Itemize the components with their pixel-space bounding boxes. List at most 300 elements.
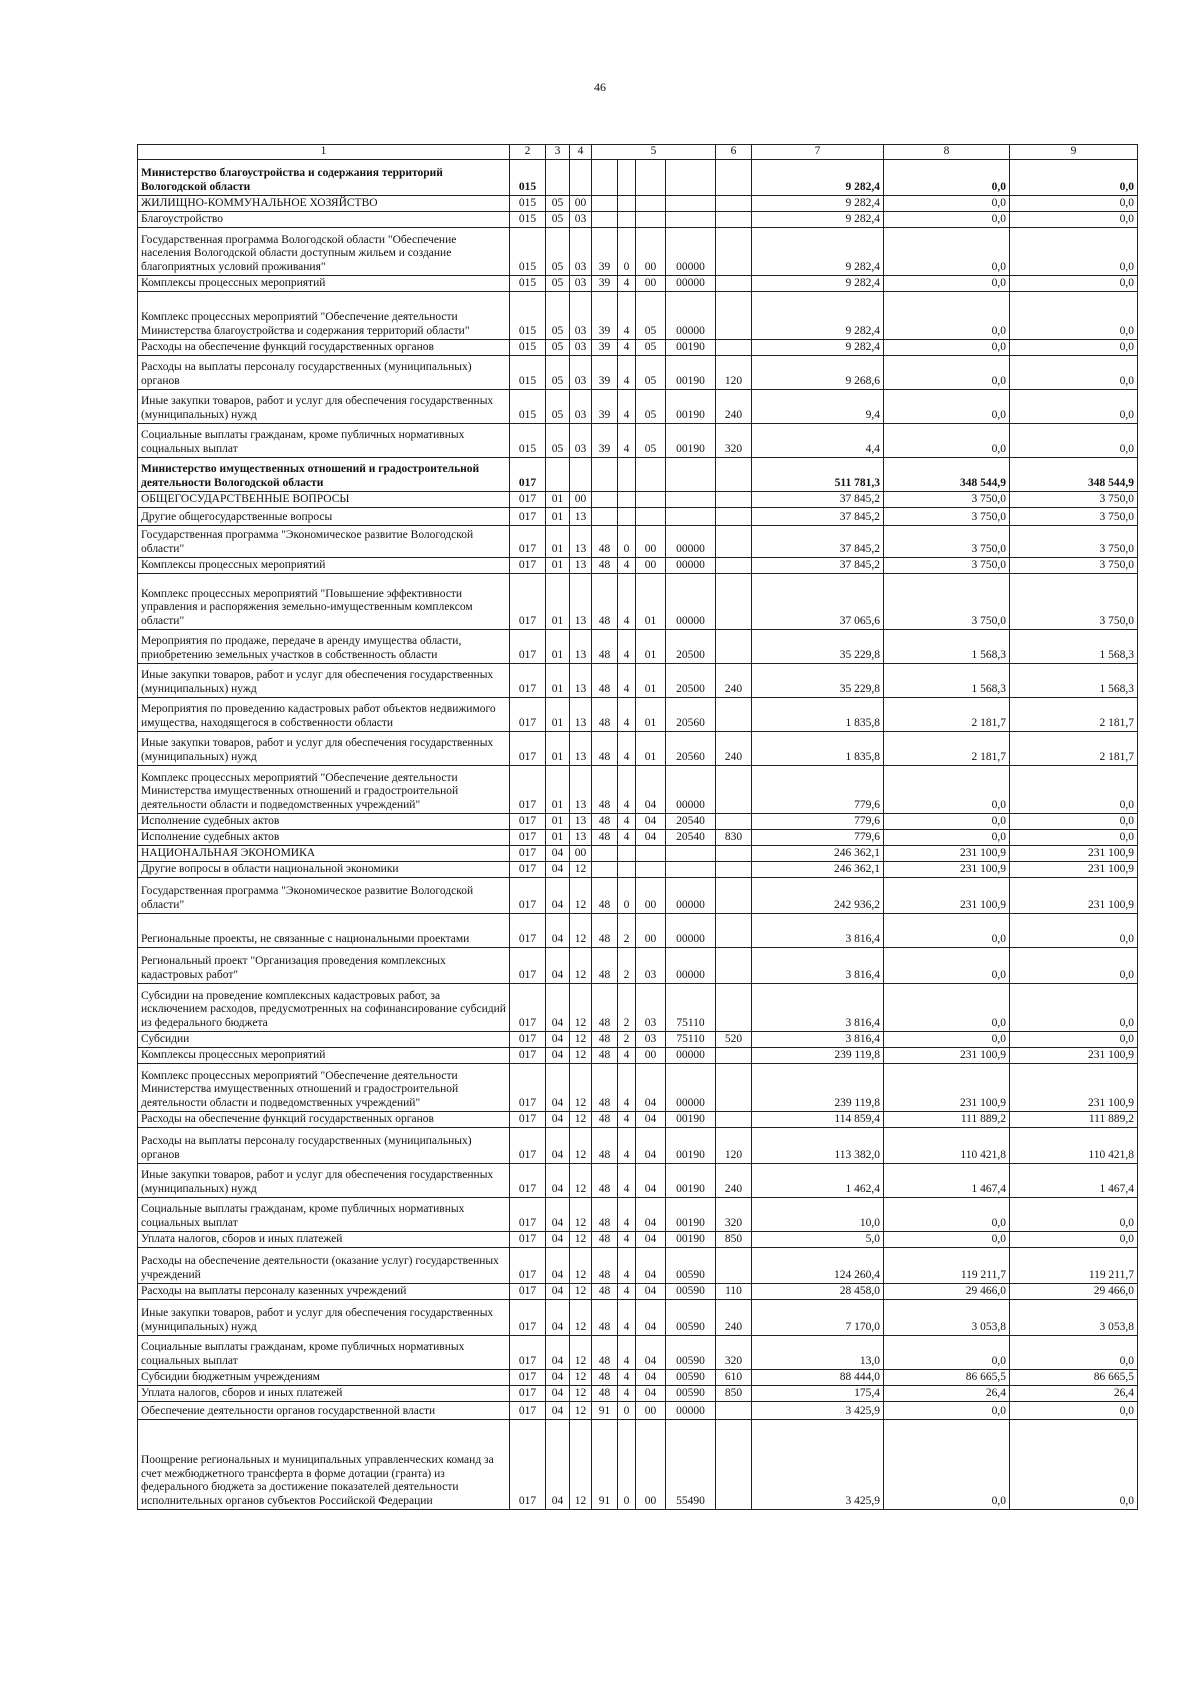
cell-program	[592, 508, 618, 526]
cell-subsection: 12	[570, 1198, 592, 1232]
cell-section: 04	[546, 948, 570, 984]
cell-subsection: 13	[570, 574, 592, 630]
cell-value-col9: 0,0	[1010, 948, 1138, 984]
table-row	[138, 766, 1138, 814]
table-row	[138, 390, 1138, 424]
cell-section	[546, 160, 570, 196]
cell-value-col7: 3 816,4	[752, 1032, 884, 1048]
cell-chapter: 017	[510, 846, 546, 862]
cell-section: 01	[546, 630, 570, 664]
cell-expense-type: 120	[716, 356, 752, 390]
cell-chapter: 017	[510, 830, 546, 846]
cell-name: Региональные проекты, не связанные с национальными проектами	[138, 914, 510, 948]
table-row	[138, 1032, 1138, 1048]
cell-value-col7: 13,0	[752, 1336, 884, 1370]
cell-section: 01	[546, 558, 570, 574]
table-row	[138, 830, 1138, 846]
cell-subsection: 12	[570, 1164, 592, 1198]
cell-element: 04	[636, 814, 666, 830]
cell-name: Уплата налогов, сборов и иных платежей	[138, 1386, 510, 1402]
cell-element	[636, 862, 666, 878]
cell-value-col8: 86 665,5	[884, 1370, 1010, 1386]
cell-section: 01	[546, 698, 570, 732]
cell-subsection: 12	[570, 1386, 592, 1402]
cell-section: 01	[546, 814, 570, 830]
cell-subsection: 13	[570, 508, 592, 526]
cell-expense-type	[716, 228, 752, 276]
cell-direction: 00000	[666, 1048, 716, 1064]
cell-program	[592, 160, 618, 196]
cell-value-col7: 175,4	[752, 1386, 884, 1402]
cell-element: 03	[636, 984, 666, 1032]
cell-expense-type	[716, 212, 752, 228]
cell-value-col7: 37 845,2	[752, 492, 884, 508]
cell-program: 48	[592, 830, 618, 846]
table-row	[138, 526, 1138, 558]
cell-type: 4	[618, 292, 636, 340]
cell-value-col9: 231 100,9	[1010, 1048, 1138, 1064]
cell-value-col7: 246 362,1	[752, 846, 884, 862]
table-row	[138, 1164, 1138, 1198]
cell-value-col7: 779,6	[752, 814, 884, 830]
cell-type: 4	[618, 732, 636, 766]
cell-expense-type	[716, 526, 752, 558]
cell-section: 04	[546, 1248, 570, 1284]
cell-expense-type	[716, 1048, 752, 1064]
cell-subsection	[570, 160, 592, 196]
cell-name: Иные закупки товаров, работ и услуг для обеспечения государственных (муниципальных) нужд	[138, 1300, 510, 1336]
cell-direction: 00190	[666, 424, 716, 458]
cell-element: 03	[636, 948, 666, 984]
cell-section: 05	[546, 356, 570, 390]
cell-direction: 20540	[666, 814, 716, 830]
table-row	[138, 1370, 1138, 1386]
cell-name: Комплекс процессных мероприятий "Обеспечение деятельности Министерства имущественных отношений и градостроительной деятельности области и подведомственных учреждений"	[138, 1064, 510, 1112]
table-row	[138, 1386, 1138, 1402]
header-row	[138, 145, 1138, 160]
cell-type: 4	[618, 574, 636, 630]
cell-value-col7: 9 282,4	[752, 196, 884, 212]
cell-value-col8: 3 750,0	[884, 574, 1010, 630]
cell-value-col9: 0,0	[1010, 1232, 1138, 1248]
cell-direction: 00000	[666, 1064, 716, 1112]
cell-chapter: 015	[510, 424, 546, 458]
cell-name: Исполнение судебных актов	[138, 814, 510, 830]
cell-section: 04	[546, 1284, 570, 1300]
cell-type	[618, 492, 636, 508]
cell-value-col7: 7 170,0	[752, 1300, 884, 1336]
cell-value-col8: 0,0	[884, 984, 1010, 1032]
cell-value-col9: 0,0	[1010, 1402, 1138, 1420]
cell-subsection: 12	[570, 1420, 592, 1510]
cell-expense-type	[716, 814, 752, 830]
cell-element: 05	[636, 292, 666, 340]
cell-value-col9: 0,0	[1010, 1032, 1138, 1048]
cell-subsection: 12	[570, 1128, 592, 1164]
cell-subsection: 12	[570, 1232, 592, 1248]
cell-name: Исполнение судебных актов	[138, 830, 510, 846]
cell-value-col7: 3 425,9	[752, 1420, 884, 1510]
cell-section: 05	[546, 228, 570, 276]
cell-expense-type	[716, 574, 752, 630]
cell-subsection: 13	[570, 664, 592, 698]
table-row	[138, 160, 1138, 196]
cell-expense-type: 830	[716, 830, 752, 846]
cell-program: 48	[592, 766, 618, 814]
cell-subsection: 00	[570, 492, 592, 508]
cell-value-col8: 0,0	[884, 948, 1010, 984]
cell-value-col9: 0,0	[1010, 356, 1138, 390]
cell-chapter: 017	[510, 1300, 546, 1336]
cell-value-col8: 0,0	[884, 160, 1010, 196]
cell-program	[592, 862, 618, 878]
cell-value-col9: 0,0	[1010, 340, 1138, 356]
header-cell: 2	[510, 145, 546, 160]
cell-element: 01	[636, 698, 666, 732]
table-row	[138, 212, 1138, 228]
cell-chapter: 017	[510, 1032, 546, 1048]
cell-subsection: 12	[570, 1370, 592, 1386]
cell-section: 04	[546, 1064, 570, 1112]
cell-value-col7: 88 444,0	[752, 1370, 884, 1386]
cell-value-col8: 1 467,4	[884, 1164, 1010, 1198]
cell-value-col7: 1 835,8	[752, 698, 884, 732]
cell-value-col9: 0,0	[1010, 228, 1138, 276]
cell-value-col9: 0,0	[1010, 390, 1138, 424]
cell-subsection: 12	[570, 914, 592, 948]
cell-type: 4	[618, 1232, 636, 1248]
cell-element: 01	[636, 630, 666, 664]
table-row	[138, 458, 1138, 492]
table-row	[138, 356, 1138, 390]
cell-name: Мероприятия по проведению кадастровых работ объектов недвижимого имущества, находящегося в собственности области	[138, 698, 510, 732]
cell-expense-type: 240	[716, 1164, 752, 1198]
cell-section	[546, 458, 570, 492]
cell-value-col9: 0,0	[1010, 276, 1138, 292]
cell-type	[618, 458, 636, 492]
cell-type: 0	[618, 1420, 636, 1510]
cell-expense-type	[716, 508, 752, 526]
cell-expense-type	[716, 948, 752, 984]
cell-program: 39	[592, 276, 618, 292]
cell-expense-type	[716, 196, 752, 212]
cell-value-col9: 86 665,5	[1010, 1370, 1138, 1386]
cell-expense-type	[716, 862, 752, 878]
cell-name: Социальные выплаты гражданам, кроме публичных нормативных социальных выплат	[138, 424, 510, 458]
cell-chapter: 017	[510, 458, 546, 492]
table-row	[138, 948, 1138, 984]
cell-value-col8: 3 750,0	[884, 558, 1010, 574]
cell-chapter: 017	[510, 1048, 546, 1064]
cell-type: 0	[618, 1402, 636, 1420]
cell-type: 4	[618, 340, 636, 356]
cell-name: Иные закупки товаров, работ и услуг для обеспечения государственных (муниципальных) нужд	[138, 732, 510, 766]
cell-value-col9: 231 100,9	[1010, 846, 1138, 862]
cell-subsection: 12	[570, 948, 592, 984]
cell-name: Расходы на выплаты персоналу государственных (муниципальных) органов	[138, 1128, 510, 1164]
cell-name: Комплексы процессных мероприятий	[138, 1048, 510, 1064]
cell-subsection: 12	[570, 1248, 592, 1284]
cell-section: 05	[546, 292, 570, 340]
cell-element: 04	[636, 1248, 666, 1284]
cell-value-col8: 0,0	[884, 914, 1010, 948]
table-row	[138, 1420, 1138, 1510]
cell-program: 48	[592, 1300, 618, 1336]
cell-value-col7: 9 268,6	[752, 356, 884, 390]
cell-program: 48	[592, 948, 618, 984]
table-row	[138, 914, 1138, 948]
cell-element: 04	[636, 1128, 666, 1164]
cell-program: 48	[592, 1336, 618, 1370]
cell-element: 04	[636, 830, 666, 846]
cell-section: 01	[546, 766, 570, 814]
cell-section: 04	[546, 1386, 570, 1402]
cell-program: 48	[592, 526, 618, 558]
cell-program: 48	[592, 664, 618, 698]
cell-value-col8: 29 466,0	[884, 1284, 1010, 1300]
cell-expense-type: 850	[716, 1232, 752, 1248]
cell-value-col7: 28 458,0	[752, 1284, 884, 1300]
cell-chapter: 017	[510, 1164, 546, 1198]
cell-type: 4	[618, 814, 636, 830]
cell-chapter: 015	[510, 212, 546, 228]
cell-element	[636, 212, 666, 228]
cell-value-col9: 231 100,9	[1010, 1064, 1138, 1112]
cell-subsection: 03	[570, 424, 592, 458]
cell-type: 0	[618, 228, 636, 276]
table-row	[138, 1300, 1138, 1336]
cell-direction	[666, 196, 716, 212]
cell-section: 04	[546, 1420, 570, 1510]
cell-section: 04	[546, 1232, 570, 1248]
cell-name: ЖИЛИЩНО-КОММУНАЛЬНОЕ ХОЗЯЙСТВО	[138, 196, 510, 212]
cell-value-col7: 1 462,4	[752, 1164, 884, 1198]
cell-direction	[666, 458, 716, 492]
cell-direction: 00190	[666, 356, 716, 390]
cell-value-col9: 231 100,9	[1010, 862, 1138, 878]
cell-expense-type	[716, 458, 752, 492]
cell-name: Государственная программа "Экономическое развитие Вологодской области"	[138, 526, 510, 558]
header-cell: 5	[592, 145, 716, 160]
cell-program: 39	[592, 292, 618, 340]
cell-section: 04	[546, 862, 570, 878]
cell-name: Иные закупки товаров, работ и услуг для обеспечения государственных (муниципальных) нужд	[138, 664, 510, 698]
cell-program	[592, 846, 618, 862]
cell-element: 04	[636, 1386, 666, 1402]
table-row	[138, 698, 1138, 732]
cell-subsection: 12	[570, 878, 592, 914]
cell-expense-type	[716, 846, 752, 862]
cell-element: 05	[636, 424, 666, 458]
cell-chapter: 017	[510, 1112, 546, 1128]
cell-type	[618, 196, 636, 212]
cell-direction	[666, 492, 716, 508]
cell-direction: 20500	[666, 630, 716, 664]
cell-value-col7: 37 065,6	[752, 574, 884, 630]
cell-section: 01	[546, 492, 570, 508]
cell-direction: 20500	[666, 664, 716, 698]
table-row	[138, 1048, 1138, 1064]
table-row	[138, 878, 1138, 914]
cell-program: 48	[592, 1284, 618, 1300]
cell-element: 00	[636, 914, 666, 948]
cell-section: 04	[546, 846, 570, 862]
cell-subsection: 03	[570, 276, 592, 292]
cell-chapter: 017	[510, 914, 546, 948]
cell-subsection: 12	[570, 1064, 592, 1112]
cell-direction: 00000	[666, 558, 716, 574]
cell-program: 48	[592, 1164, 618, 1198]
cell-expense-type	[716, 914, 752, 948]
cell-value-col9: 3 053,8	[1010, 1300, 1138, 1336]
cell-element: 04	[636, 1284, 666, 1300]
cell-expense-type: 610	[716, 1370, 752, 1386]
cell-value-col7: 5,0	[752, 1232, 884, 1248]
cell-name: Другие общегосударственные вопросы	[138, 508, 510, 526]
cell-element: 04	[636, 1232, 666, 1248]
cell-chapter: 017	[510, 574, 546, 630]
cell-value-col7: 37 845,2	[752, 508, 884, 526]
cell-element: 04	[636, 1064, 666, 1112]
cell-direction: 00000	[666, 276, 716, 292]
cell-value-col7: 35 229,8	[752, 630, 884, 664]
cell-direction: 00590	[666, 1336, 716, 1370]
table-row	[138, 574, 1138, 630]
cell-value-col9: 0,0	[1010, 424, 1138, 458]
cell-name: Расходы на обеспечение функций государственных органов	[138, 340, 510, 356]
cell-name: Иные закупки товаров, работ и услуг для обеспечения государственных (муниципальных) нужд	[138, 390, 510, 424]
cell-value-col9: 3 750,0	[1010, 558, 1138, 574]
cell-name: Расходы на выплаты персоналу казенных учреждений	[138, 1284, 510, 1300]
table-row	[138, 1064, 1138, 1112]
cell-name: Иные закупки товаров, работ и услуг для обеспечения государственных (муниципальных) нужд	[138, 1164, 510, 1198]
cell-type: 4	[618, 766, 636, 814]
cell-name: Другие вопросы в области национальной экономики	[138, 862, 510, 878]
header-cell: 6	[716, 145, 752, 160]
cell-type: 2	[618, 984, 636, 1032]
cell-expense-type: 520	[716, 1032, 752, 1048]
cell-value-col9: 0,0	[1010, 160, 1138, 196]
cell-section: 01	[546, 574, 570, 630]
cell-section: 04	[546, 984, 570, 1032]
cell-name: Государственная программа Вологодской области "Обеспечение населения Вологодской области доступным жильем и создание благоприятных условий проживания"	[138, 228, 510, 276]
cell-subsection	[570, 458, 592, 492]
cell-value-col8: 231 100,9	[884, 846, 1010, 862]
cell-section: 04	[546, 1112, 570, 1128]
cell-section: 05	[546, 424, 570, 458]
cell-subsection: 12	[570, 1402, 592, 1420]
cell-value-col7: 239 119,8	[752, 1064, 884, 1112]
cell-type: 4	[618, 630, 636, 664]
table-row	[138, 630, 1138, 664]
cell-expense-type	[716, 630, 752, 664]
cell-chapter: 017	[510, 984, 546, 1032]
cell-direction: 00590	[666, 1370, 716, 1386]
cell-chapter: 017	[510, 698, 546, 732]
cell-element: 01	[636, 664, 666, 698]
cell-type: 2	[618, 1032, 636, 1048]
cell-expense-type	[716, 276, 752, 292]
cell-direction: 00000	[666, 1402, 716, 1420]
cell-value-col9: 2 181,7	[1010, 732, 1138, 766]
cell-type: 0	[618, 526, 636, 558]
cell-value-col9: 110 421,8	[1010, 1128, 1138, 1164]
cell-subsection: 13	[570, 814, 592, 830]
cell-expense-type	[716, 340, 752, 356]
cell-type: 4	[618, 390, 636, 424]
table-row	[138, 1248, 1138, 1284]
cell-section: 04	[546, 1164, 570, 1198]
cell-type: 4	[618, 1370, 636, 1386]
cell-name: Социальные выплаты гражданам, кроме публичных нормативных социальных выплат	[138, 1198, 510, 1232]
cell-subsection: 00	[570, 196, 592, 212]
cell-subsection: 12	[570, 862, 592, 878]
cell-program: 48	[592, 1112, 618, 1128]
cell-program	[592, 212, 618, 228]
cell-direction: 00190	[666, 390, 716, 424]
cell-element: 04	[636, 1370, 666, 1386]
cell-section: 04	[546, 878, 570, 914]
cell-expense-type	[716, 1420, 752, 1510]
cell-chapter: 017	[510, 1232, 546, 1248]
cell-value-col9: 231 100,9	[1010, 878, 1138, 914]
cell-value-col7: 246 362,1	[752, 862, 884, 878]
cell-value-col8: 0,0	[884, 196, 1010, 212]
cell-name: Расходы на обеспечение деятельности (оказание услуг) государственных учреждений	[138, 1248, 510, 1284]
cell-direction: 00000	[666, 574, 716, 630]
cell-expense-type: 850	[716, 1386, 752, 1402]
cell-name: НАЦИОНАЛЬНАЯ ЭКОНОМИКА	[138, 846, 510, 862]
cell-direction	[666, 212, 716, 228]
cell-type: 4	[618, 1386, 636, 1402]
header-cell: 8	[884, 145, 1010, 160]
cell-element: 04	[636, 1164, 666, 1198]
cell-value-col9: 0,0	[1010, 766, 1138, 814]
cell-chapter: 017	[510, 1420, 546, 1510]
header-cell: 3	[546, 145, 570, 160]
cell-value-col7: 9 282,4	[752, 276, 884, 292]
cell-direction: 00190	[666, 1164, 716, 1198]
cell-subsection: 00	[570, 846, 592, 862]
cell-section: 04	[546, 1128, 570, 1164]
cell-direction: 00590	[666, 1300, 716, 1336]
cell-section: 05	[546, 276, 570, 292]
cell-direction: 75110	[666, 1032, 716, 1048]
cell-section: 04	[546, 1032, 570, 1048]
cell-expense-type	[716, 766, 752, 814]
cell-name: Комплекс процессных мероприятий "Обеспечение деятельности Министерства благоустройства и содержания территорий области"	[138, 292, 510, 340]
cell-program: 48	[592, 1064, 618, 1112]
cell-expense-type: 110	[716, 1284, 752, 1300]
cell-chapter: 017	[510, 1064, 546, 1112]
cell-subsection: 12	[570, 1284, 592, 1300]
cell-direction: 00590	[666, 1248, 716, 1284]
cell-chapter: 017	[510, 814, 546, 830]
cell-element: 03	[636, 1032, 666, 1048]
cell-subsection: 12	[570, 984, 592, 1032]
cell-value-col9: 0,0	[1010, 984, 1138, 1032]
cell-expense-type: 240	[716, 390, 752, 424]
cell-subsection: 12	[570, 1032, 592, 1048]
cell-subsection: 13	[570, 732, 592, 766]
cell-direction: 00190	[666, 1112, 716, 1128]
cell-value-col8: 0,0	[884, 1336, 1010, 1370]
cell-name: Расходы на обеспечение функций государственных органов	[138, 1112, 510, 1128]
cell-chapter: 015	[510, 292, 546, 340]
cell-program	[592, 196, 618, 212]
cell-value-col7: 3 425,9	[752, 1402, 884, 1420]
cell-program: 48	[592, 914, 618, 948]
